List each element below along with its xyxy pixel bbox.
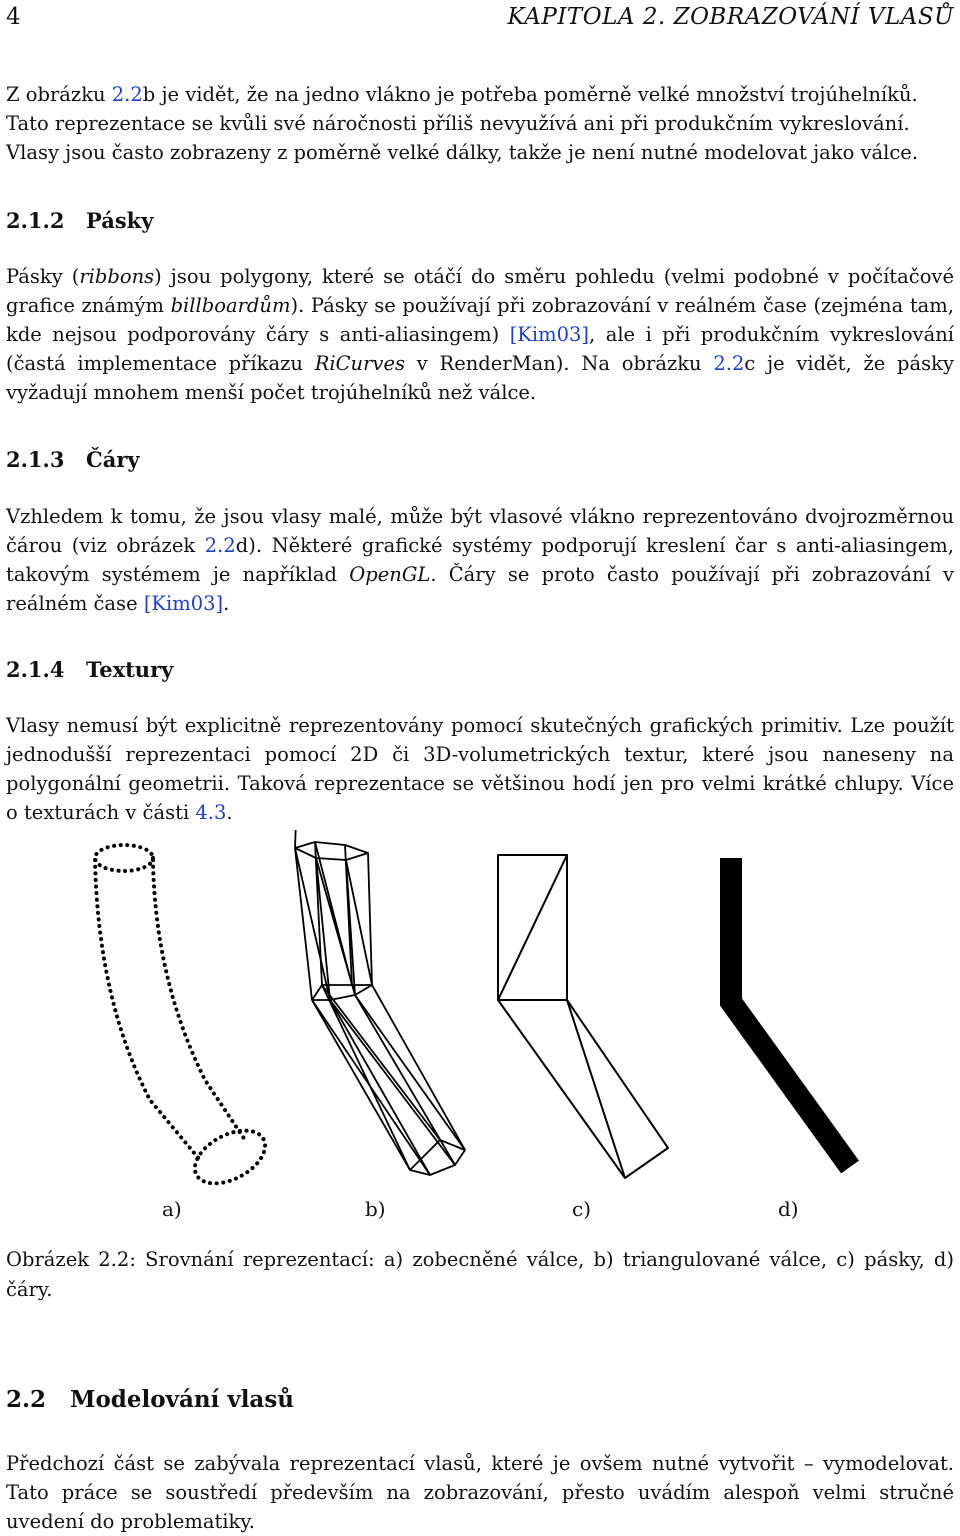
section-title: Pásky [86,208,154,233]
running-title: KAPITOLA 2. ZOBRAZOVÁNÍ VLASŮ [507,4,954,30]
figure-label-b: b) [365,1197,386,1221]
figure-label-a: a) [162,1197,182,1221]
citation-link[interactable]: [Kim03] [143,592,224,615]
paragraph-textures: Vlasy nemusí být explicitně reprezentovány pomocí skutečných grafických primitiv. Lze použít jednodušší reprezentaci pomocí 2D či 3D-volumetrických textur, které jsou naneseny na polygonální geometrii. Taková reprezentace se většinou hodí jen pro velmi krátké chlupy. Více o texturách v části 4.3. [6,714,954,824]
section-title: Modelování vlasů [70,1386,295,1413]
figure-ref-link[interactable]: 2.2 [111,83,143,106]
section-title: Čáry [86,447,140,472]
section-heading-212 [6,208,153,233]
figure-ref-link[interactable]: 2.2 [204,534,236,557]
figure-hair-representations [0,830,960,1190]
section-heading-214 [6,657,173,682]
figure-label-c: c) [572,1197,592,1221]
figure-ref-link[interactable]: 2.2 [713,352,745,375]
section-number: 2.2 [6,1386,47,1413]
intro-line-2: Tato reprezentace se kvůli své náročnosti příliš nevyužívá ani při produkčním vykreslování. [6,112,910,135]
page-number: 4 [6,4,21,30]
section-title: Textury [86,657,174,682]
figure-d-line [731,858,850,1167]
intro-paragraph [6,80,954,167]
paragraph-lines: Vzhledem k tomu, že jsou vlasy malé, může být vlasové vlákno reprezentováno dvojrozměrnou čárou (viz obrázek 2.2d). Některé grafické systémy podporují kreslení čar s anti-aliasingem, takovým systémem je například OpenGL. Čáry se proto často používají při zobrazování v reálném čase [Kim03]. [6,505,954,615]
figure-label-d: d) [778,1197,799,1221]
section-heading-213 [6,447,140,472]
paragraph-ribbons: Pásky (ribbons) jsou polygony, které se otáčí do směru pohledu (velmi podobné v počítačové grafice známým billboardům). Pásky se používají při zobrazování v reálném čase (zejména tam, kde nejsou podporovány čáry s anti-aliasingem) [Kim03], ale i při produkčním vykreslování (častá implementace příkazu RiCurves v RenderMan). Na obrázku 2.2c je vidět, že pásky vyžadují mnohem menší počet trojúhelníků než válce. [6,265,954,404]
section-number: 2.1.2 [6,208,65,233]
figure-a-generalized-cylinder [95,845,274,1190]
section-ref-link[interactable]: 4.3 [195,801,227,824]
citation-link[interactable]: [Kim03] [509,323,590,346]
section-number: 2.1.3 [6,447,65,472]
intro-line-1: Z obrázku 2.2b je vidět, že na jedno vlákno je potřeba poměrně velké množství trojúhelníků. [6,83,918,106]
figure-caption: Obrázek 2.2: Srovnání reprezentací: a) zobecněné válce, b) triangulované válce, c) pásky, d) čáry. [6,1248,954,1301]
intro-line-3: Vlasy jsou často zobrazeny z poměrně velké dálky, takže je není nutné modelovat jako válce. [6,141,919,164]
section-heading-22 [6,1386,294,1413]
paragraph-modeling: Předchozí část se zabývala reprezentací vlasů, které je ovšem nutné vytvořit – vymodelovat. Tato práce se soustředí především na zobrazování, přesto uvádím alespoň velmi stručné uvedení do problematiky. [6,1452,954,1533]
figure-c-ribbon [498,855,668,1178]
figure-b-triangulated-cylinder [295,830,465,1175]
section-number: 2.1.4 [6,657,65,682]
